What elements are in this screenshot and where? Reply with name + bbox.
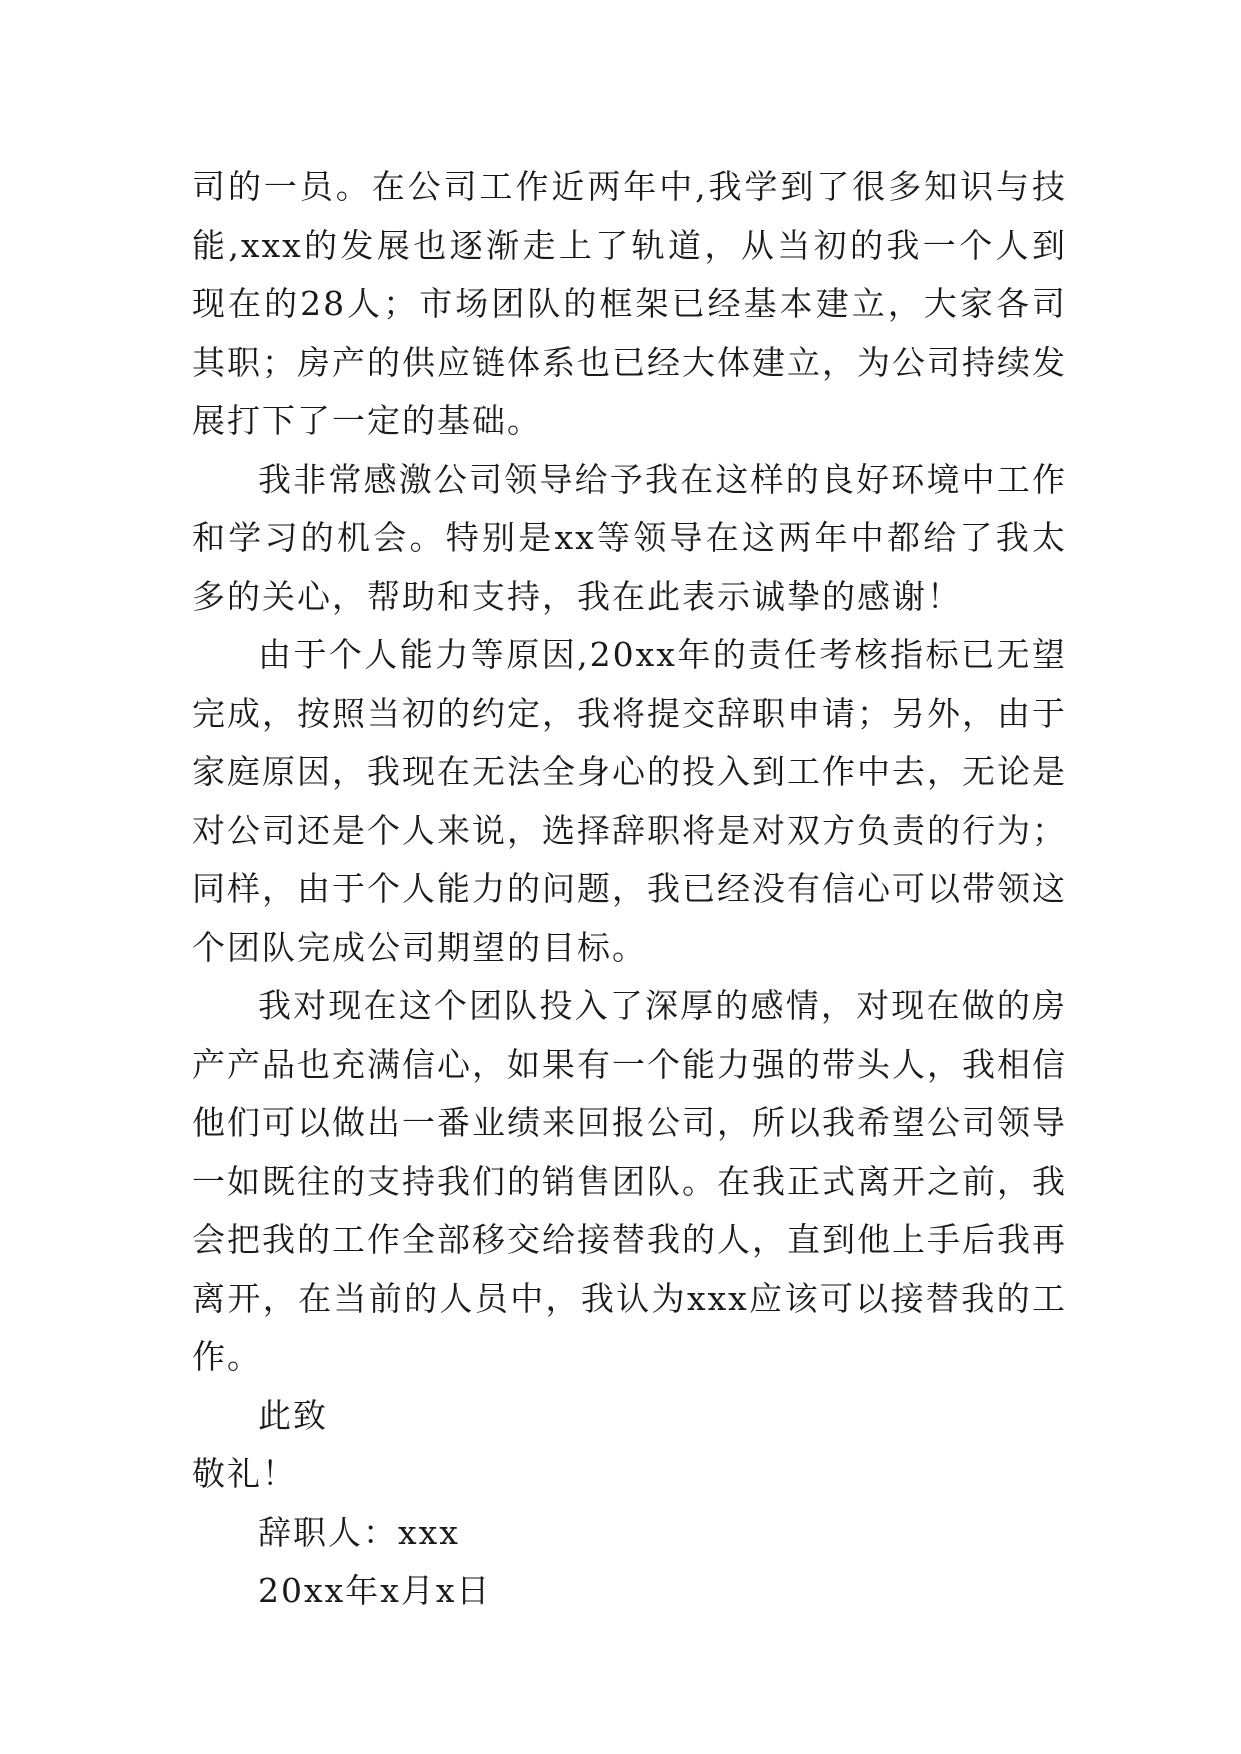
letter-body — [192, 158, 1067, 1621]
paragraph-gratitude: 我非常感激公司领导给予我在这样的良好环境中工作和学习的机会。特别是xx等领导在这两年中都给了我太多的关心，帮助和支持，我在此表示诚挚的感谢！ — [192, 459, 1067, 616]
salutation-line: 敬礼！ — [192, 1454, 297, 1493]
paragraph-reason: 由于个人能力等原因,20xx年的责任考核指标已无望完成，按照当初的约定，我将提交辞职申请；另外，由于家庭原因，我现在无法全身心的投入到工作中去，无论是对公司还是个人来说，选择辞职将是对双方负责的行为；同样，由于个人能力的问题，我已经没有信心可以带领这个团队完成公司期望的目标。 — [192, 635, 1067, 967]
paragraph-handover: 我对现在这个团队投入了深厚的感情，对现在做的房产产品也充满信心，如果有一个能力强的带头人，我相信他们可以做出一番业绩来回报公司，所以我希望公司领导一如既往的支持我们的销售团队。在我正式离开之前，我会把我的工作全部移交给接替我的人，直到他上手后我再离开，在当前的人员中，我认为xxx应该可以接替我的工作。 — [192, 986, 1067, 1376]
paragraph-intro: 司的一员。在公司工作近两年中,我学到了很多知识与技能,xxx的发展也逐渐走上了轨道，从当初的我一个人到现在的28人；市场团队的框架已经基本建立，大家各司其职；房产的供应链体系也已经大体建立，为公司持续发展打下了一定的基础。 — [192, 167, 1067, 440]
closing-line: 此致 — [258, 1395, 328, 1435]
date-line: 20xx年x月x日 — [258, 1571, 492, 1610]
signer-line: 辞职人：xxx — [258, 1512, 460, 1552]
